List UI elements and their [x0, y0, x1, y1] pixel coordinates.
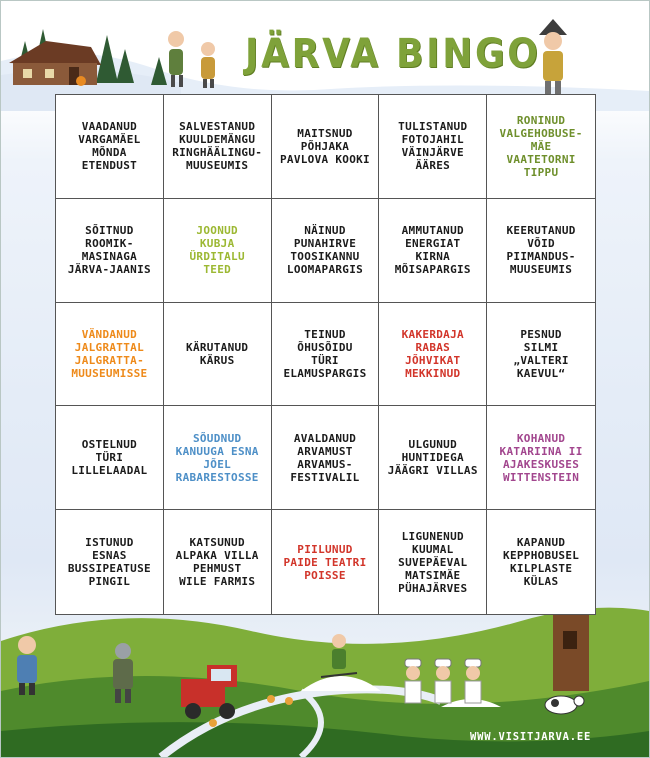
- bingo-cell-text: KAKERDAJA RABAS JÕHVIKAT MEKKINUD: [401, 327, 464, 380]
- bingo-cell[interactable]: [164, 406, 272, 510]
- footer-url[interactable]: WWW.VISITJARVA.EE: [470, 731, 592, 743]
- bingo-cell[interactable]: [272, 406, 380, 510]
- bingo-cell[interactable]: [379, 510, 487, 614]
- bingo-cell-text: LIGUNENUD KUUMAL SUVEPÄEVAL MATSIMÄE PÜHAJÄRVES: [398, 529, 468, 595]
- bingo-cell-text: TEINUD ÕHUSÕIDU TÜRI ELAMUSPARGIS: [283, 327, 367, 380]
- bingo-cell-text: AMMUTANUD ENERGIAT KIRNA MÕISAPARGIS: [394, 224, 471, 277]
- bingo-cell[interactable]: [56, 95, 164, 199]
- bingo-cell-text: KATSUNUD ALPAKA VILLA PEHMUST WILE FARMIS: [175, 536, 259, 589]
- bingo-cell-text: SALVESTANUD KUULDEMÄNGU RINGHÄÄLINGU- MUUSEUMIS: [172, 120, 263, 173]
- bingo-cell[interactable]: [56, 199, 164, 303]
- bingo-cell-text: RONINUD VALGEHOBUSE- MÄE VAATETORNI TIPPU: [499, 113, 583, 179]
- bingo-cell-text: KOHANUD KATARIINA II AJAKESKUSES WITTENSTEIN: [499, 431, 583, 484]
- bingo-cell[interactable]: [487, 510, 595, 614]
- bingo-cell-text: VÄNDANUD JALGRATTAL JALGRATTA- MUUSEUMISSE: [71, 327, 148, 380]
- bingo-cell[interactable]: [56, 303, 164, 407]
- bingo-cell-text: TULISTANUD FOTOJAHIL VÄINJÄRVE ÄÄRES: [398, 120, 468, 173]
- bingo-cell-text: MAITSNUD PÕHJAKA PAVLOVA KOOKI: [279, 126, 370, 166]
- bingo-cell[interactable]: [487, 303, 595, 407]
- bingo-cell-text: PESNUD SILMI „VALTERI KAEVUL“: [513, 327, 569, 380]
- bingo-cell-text: OSTELNUD TÜRI LILLELAADAL: [71, 438, 148, 478]
- bingo-cell[interactable]: [164, 95, 272, 199]
- bingo-cell[interactable]: [164, 303, 272, 407]
- bingo-grid: [55, 94, 596, 615]
- cat-icon: [76, 76, 86, 86]
- bingo-cell[interactable]: [272, 95, 380, 199]
- bingo-cell[interactable]: [56, 406, 164, 510]
- bingo-cell[interactable]: [164, 510, 272, 614]
- chefs-icon: [405, 659, 481, 703]
- bingo-cell[interactable]: [487, 199, 595, 303]
- bingo-cell[interactable]: [272, 199, 380, 303]
- bingo-cell[interactable]: [164, 199, 272, 303]
- bingo-cell[interactable]: [487, 406, 595, 510]
- bingo-cell-text: KÄRUTANUD KÄRUS: [186, 340, 249, 367]
- bingo-cell-text: JOONUD KUBJA ÜRDITALU TEED: [189, 224, 245, 277]
- bingo-cell[interactable]: [379, 95, 487, 199]
- bingo-cell[interactable]: [272, 303, 380, 407]
- bingo-cell[interactable]: [56, 510, 164, 614]
- bingo-cell[interactable]: [379, 199, 487, 303]
- bingo-cell[interactable]: [487, 95, 595, 199]
- bingo-cell[interactable]: [379, 406, 487, 510]
- bingo-cell-text: ULGUNUD HUNTIDEGA JÄÄGRI VILLAS: [387, 438, 478, 478]
- bingo-cell-text: VAADANUD VARGAMÄEL MÕNDA ETENDUST: [78, 120, 141, 173]
- bingo-cell-text: PIILUNUD PAIDE TEATRI POISSE: [283, 542, 367, 582]
- bingo-cell-text: ISTUNUD ESNAS BUSSIPEATUSE PINGIL: [67, 536, 151, 589]
- bingo-cell[interactable]: [379, 303, 487, 407]
- bingo-cell-text: KEERUTANUD VÕID PIIMANDUS- MUUSEUMIS: [506, 224, 576, 277]
- bingo-cell-text: SÕITNUD ROOMIK- MASINAGA JÄRVA-JAANIS: [67, 224, 151, 277]
- bingo-cell-text: KAPANUD KEPPHOBUSEL KILPLASTE KÜLAS: [503, 536, 580, 589]
- page-title: JÄRVA BINGO: [245, 31, 541, 77]
- bingo-cell-text: NÄINUD PUNAHIRVE TOOSIKANNU LOOMAPARGIS: [286, 224, 364, 277]
- house-icon: [9, 41, 101, 85]
- bingo-cell-text: SÕUDNUD KANUUGA ESNA JÕEL RABARESTOSSE: [175, 431, 259, 484]
- bingo-cell-text: AVALDANUD ARVAMUST ARVAMUS- FESTIVALIL: [290, 431, 360, 484]
- bingo-cell[interactable]: [272, 510, 380, 614]
